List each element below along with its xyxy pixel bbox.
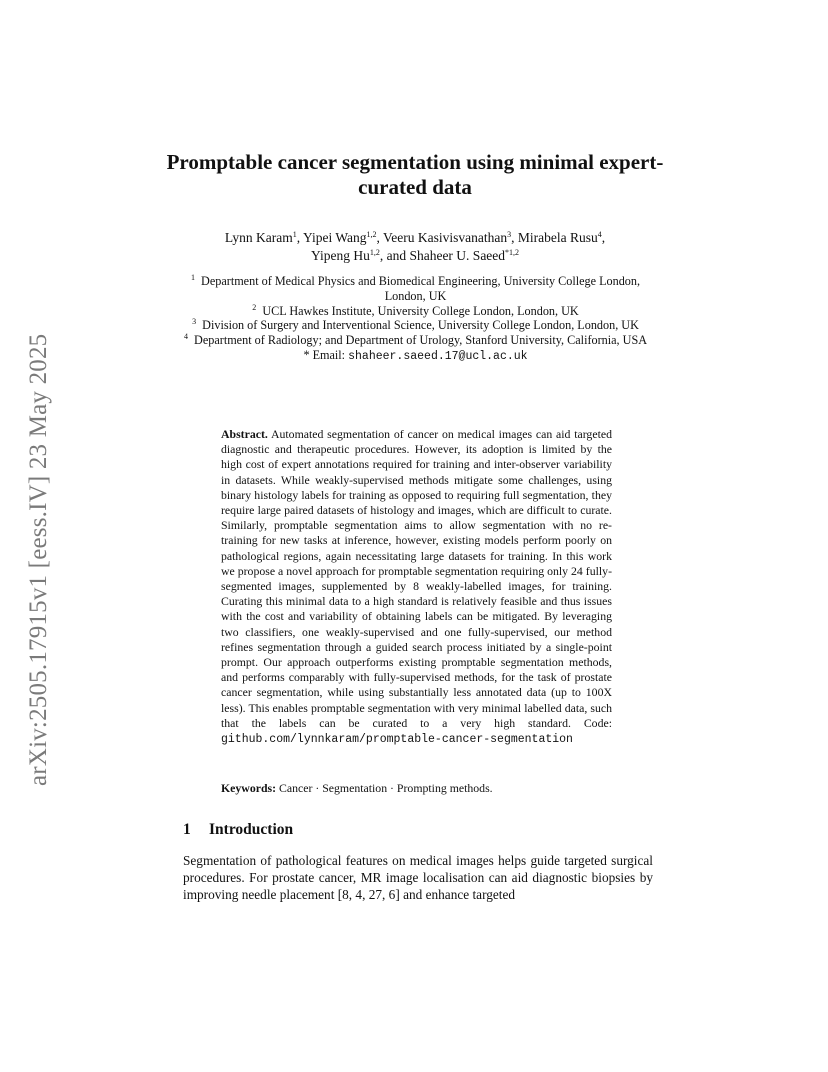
author-name: Shaheer U. Saeed xyxy=(409,248,506,263)
author-name: Yipei Wang xyxy=(302,230,367,245)
abstract xyxy=(221,427,612,747)
code-link[interactable]: github.com/lynnkaram/promptable-cancer-segmentation xyxy=(221,733,573,747)
corresponding-email xyxy=(178,348,653,365)
abstract-heading: Abstract. xyxy=(221,427,268,441)
author-name: Yipeng Hu xyxy=(310,248,370,263)
paper-title: Promptable cancer segmentation using minimal expert-curated data xyxy=(166,150,664,199)
keywords-heading: Keywords: xyxy=(221,781,277,795)
affiliation-number: 3 xyxy=(192,317,197,327)
affiliation xyxy=(178,274,653,304)
author-list xyxy=(165,229,665,265)
author-name: Veeru Kasivisvanathan xyxy=(383,230,508,245)
affiliation-number: 4 xyxy=(183,332,188,342)
author-affiliation-mark: 3 xyxy=(507,230,512,239)
affiliation xyxy=(178,304,653,319)
author-affiliation-mark: 1 xyxy=(292,230,297,239)
author-separator: , and xyxy=(379,248,410,263)
introduction-paragraph: Segmentation of pathological features on medical images helps guide targeted surgical procedures. For prostate cancer, MR image localisation can aid diagnostic biopsies by improving needle placement [8, 4, 27, 6] and enhance targeted xyxy=(183,853,653,903)
abstract-text: Automated segmentation of cancer on medical images can aid targeted diagnostic and therapeutic procedures. However, its adoption is limited by the high cost of expert annotations required for training and inter-observer variability in datasets. While weakly-supervised methods mitigate some challenges, using binary histology labels for training as opposed to requiring full segmentation, they require large paired datasets of histology and images, which are difficult to curate. Similarly, promptable segmentation aims to allow segmentation with no re-training for new tasks at inference, however, existing models perform poorly on pathological regions, again necessitating large datasets for training. In this work we propose a novel approach for promptable segmentation requiring only 24 fully-segmented images, supplemented by 8 weakly-labelled images, for training. Curating this minimal data to a high standard is relatively feasible and thus issues with the cost and variability of obtaining labels can be mitigated. By leveraging two classifiers, one weakly-supervised and one fully-supervised, our method refines segmentation through a guided search process initiated by a single-point prompt. Our approach outperforms existing promptable segmentation methods, and performs comparably with fully-supervised methods, for the task of prostate cancer segmentation, while using substantially less annotated data (up to 100X less). This enables promptable segmentation with very minimal labelled data, such that the labels can be curated to a very high standard. xyxy=(221,427,612,730)
affiliation-number: 1 xyxy=(190,273,195,282)
author-affiliation-mark: 4 xyxy=(597,230,602,239)
author-affiliation-mark: 1,2 xyxy=(366,230,377,239)
affiliation xyxy=(178,318,653,333)
arxiv-identifier: arXiv:2505.17915v1 [eess.IV] 23 May 2025 xyxy=(25,333,52,786)
keywords xyxy=(221,781,612,796)
author-name: Mirabela Rusu xyxy=(517,230,598,245)
affiliation-number: 2 xyxy=(252,302,257,312)
affiliation-list xyxy=(178,274,653,365)
email-label: * Email: xyxy=(303,347,346,362)
affiliation-text: Division of Surgery and Interventional Science, University College London, London, UK xyxy=(202,318,639,333)
affiliation-text: Department of Radiology; and Department of Urology, Stanford University, California, USA xyxy=(194,333,648,348)
author-affiliation-mark: 1,2 xyxy=(369,248,380,257)
author-separator: , xyxy=(601,230,606,245)
section-heading xyxy=(183,820,653,840)
keywords-text: Cancer · Segmentation · Prompting methods. xyxy=(279,781,493,795)
author-name: Lynn Karam xyxy=(224,230,293,245)
code-label: Code: xyxy=(583,715,612,730)
section-number: 1 xyxy=(183,821,191,838)
affiliation xyxy=(178,333,653,348)
author-separator: , xyxy=(511,230,518,245)
email-address[interactable]: shaheer.saeed.17@ucl.ac.uk xyxy=(348,349,528,363)
author-separator: , xyxy=(376,230,384,245)
author-affiliation-mark: *1,2 xyxy=(505,248,520,257)
affiliation-text: Department of Medical Physics and Biomedical Engineering, University College London, London, UK xyxy=(201,274,641,303)
affiliation-text: UCL Hawkes Institute, University College London, London, UK xyxy=(262,303,579,318)
author-separator: , xyxy=(296,230,303,245)
section-title: Introduction xyxy=(209,821,294,838)
